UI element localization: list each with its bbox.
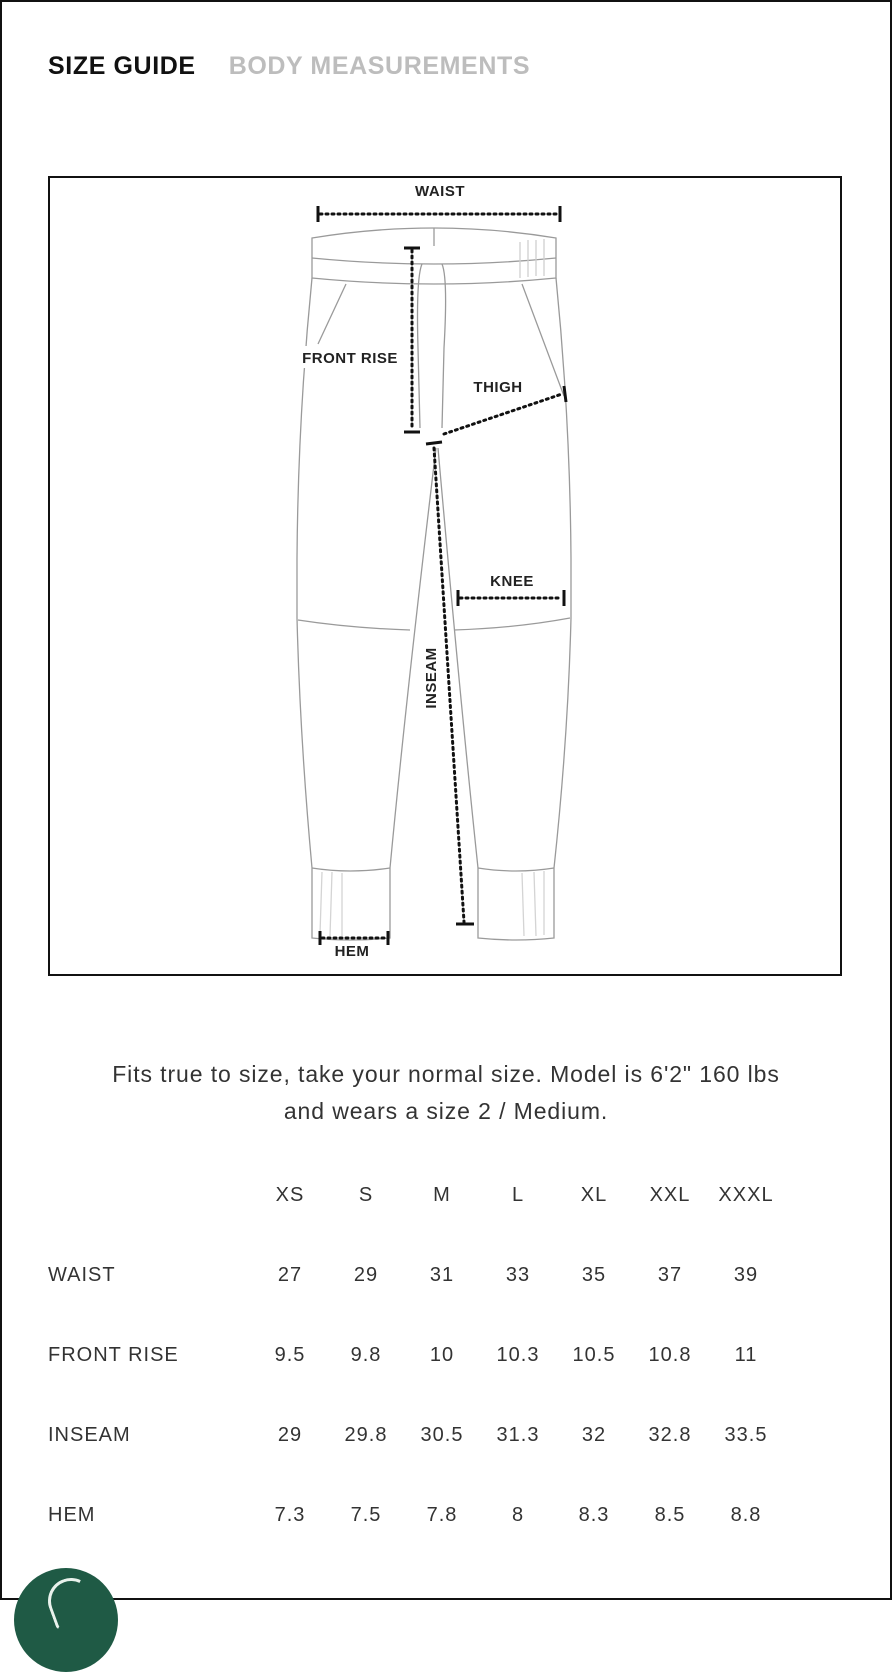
tab-body-measurements[interactable]: BODY MEASUREMENTS [228,52,531,80]
tab-size-guide[interactable]: SIZE GUIDE [48,52,196,80]
table-cell: 7.5 [350,1504,382,1526]
table-cell: 30.5 [420,1424,464,1446]
row-label: INSEAM [48,1424,131,1446]
inseam-label: INSEAM [423,647,440,709]
table-cell: 8 [511,1504,525,1526]
table-cell: 11 [734,1344,758,1366]
size-header-cell: S [358,1184,374,1206]
fit-note-line-2: and wears a size 2 / Medium. [283,1098,609,1124]
size-guide-tabs [48,52,530,81]
row-label: HEM [48,1504,96,1526]
table-cell: 33 [505,1264,531,1286]
row-label: WAIST [48,1264,116,1286]
table-row [48,1264,808,1294]
table-cell: 8.8 [730,1504,762,1526]
table-cell: 10 [429,1344,455,1366]
table-cell: 29.8 [344,1424,388,1446]
table-cell: 31.3 [496,1424,540,1446]
chat-bubble-icon [42,1572,101,1631]
table-cell: 29 [353,1264,379,1286]
size-header-cell: XS [275,1184,305,1206]
table-cell: 10.5 [572,1344,616,1366]
table-cell: 7.8 [426,1504,458,1526]
waist-label: WAIST [415,183,465,200]
table-cell: 32.8 [648,1424,692,1446]
size-header-cell: XXL [649,1184,691,1206]
table-cell: 10.3 [496,1344,540,1366]
size-header-cell: XL [580,1184,608,1206]
table-cell: 32 [581,1424,607,1446]
table-cell: 31 [429,1264,455,1286]
table-cell: 9.5 [274,1344,306,1366]
fit-note [40,1056,852,1130]
hem-label: HEM [334,943,370,960]
table-cell: 7.3 [274,1504,306,1526]
chat-launcher-button[interactable] [14,1568,118,1672]
table-cell: 27 [277,1264,303,1286]
row-label: FRONT RISE [48,1344,179,1366]
table-cell: 37 [657,1264,683,1286]
table-cell: 8.3 [578,1504,610,1526]
size-header-cell: L [511,1184,525,1206]
table-cell: 8.5 [654,1504,686,1526]
knee-label: KNEE [490,573,534,590]
size-header-row [48,1184,808,1214]
table-cell: 33.5 [724,1424,768,1446]
fit-note-line-1: Fits true to size, take your normal size. Model is 6'2" 160 lbs [112,1061,780,1087]
table-cell: 9.8 [350,1344,382,1366]
pants-illustration [50,178,840,974]
thigh-measure-line [444,394,562,434]
measurement-diagram [48,176,842,976]
table-cell: 10.8 [648,1344,692,1366]
drawstring-right [442,264,446,428]
table-row [48,1344,808,1374]
left-leg [297,278,436,940]
front-rise-label: FRONT RISE [302,350,398,367]
table-cell: 35 [581,1264,607,1286]
drawstring-left [418,264,423,428]
table-cell: 39 [733,1264,759,1286]
thigh-label: THIGH [473,379,523,396]
size-header-cell: M [433,1184,451,1206]
right-leg [438,278,571,940]
table-row [48,1504,808,1534]
table-row [48,1424,808,1454]
size-header-cell: XXXL [718,1184,774,1206]
table-cell: 29 [277,1424,303,1446]
